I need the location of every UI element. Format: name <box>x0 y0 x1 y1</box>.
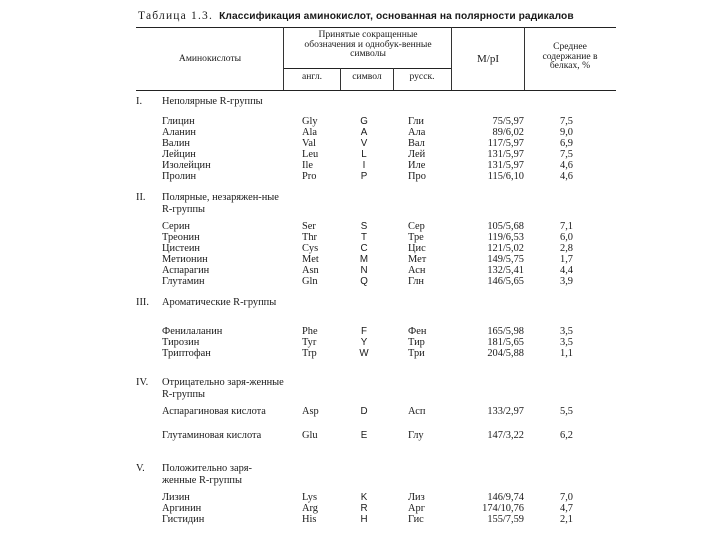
abbr-rus: Гис <box>408 514 424 525</box>
protein-content: 6,0 <box>560 232 573 243</box>
protein-content: 7,5 <box>560 149 573 160</box>
group-numeral: V. <box>136 463 145 474</box>
mpi-value: 147/3,22 <box>487 430 524 441</box>
group-title: Неполярные R-группы <box>162 96 263 107</box>
abbr-engl: Leu <box>302 149 319 160</box>
abbr-engl: Pro <box>302 171 317 182</box>
table-row <box>136 514 616 526</box>
abbr-engl: Thr <box>302 232 318 243</box>
amino-acid-name: Цистеин <box>162 243 200 254</box>
one-letter-symbol: Q <box>360 276 368 287</box>
one-letter-symbol: V <box>360 138 368 149</box>
abbr-rus: Фен <box>408 326 427 337</box>
amino-acid-name: Лизин <box>162 492 190 503</box>
one-letter-symbol: N <box>360 265 368 276</box>
amino-acid-name: Аргинин <box>162 503 202 514</box>
one-letter-symbol: G <box>360 116 368 127</box>
mpi-value: 115/6,10 <box>487 171 524 182</box>
amino-acid-name: Триптофан <box>162 348 211 359</box>
mpi-value: 117/5,97 <box>487 138 524 149</box>
header-accepted-symbols: Принятые сокращенные обозначения и однобук-венные символы <box>304 29 432 59</box>
abbr-rus: Глн <box>408 276 424 287</box>
abbr-rus: Про <box>408 171 426 182</box>
protein-content: 4,7 <box>560 503 573 514</box>
mpi-value: 181/5,65 <box>487 337 524 348</box>
mpi-value: 105/5,68 <box>487 221 524 232</box>
one-letter-symbol: H <box>360 514 368 525</box>
one-letter-symbol: A <box>360 127 368 138</box>
protein-content: 2,8 <box>560 243 573 254</box>
abbr-rus: Лей <box>408 149 426 160</box>
protein-content: 4,6 <box>560 160 573 171</box>
one-letter-symbol: S <box>360 221 368 232</box>
abbr-rus: Мет <box>408 254 427 265</box>
header-rule <box>136 90 616 91</box>
abbr-engl: Ile <box>302 160 313 171</box>
amino-acid-name: Глицин <box>162 116 195 127</box>
abbr-engl: Trp <box>302 348 317 359</box>
one-letter-symbol: E <box>360 430 368 441</box>
abbr-engl: Met <box>302 254 319 265</box>
abbr-rus: Три <box>408 348 425 359</box>
abbr-rus: Сер <box>408 221 425 232</box>
abbr-engl: Gly <box>302 116 318 127</box>
one-letter-symbol: L <box>361 149 367 160</box>
group-numeral: II. <box>136 192 146 203</box>
abbr-rus: Асп <box>408 406 426 417</box>
group-title: Ароматические R-группы <box>162 297 277 308</box>
abbr-rus: Асн <box>408 265 426 276</box>
mpi-value: 89/6,02 <box>492 127 524 138</box>
abbr-engl: Gln <box>302 276 318 287</box>
group-numeral: I. <box>136 96 143 107</box>
abbr-rus: Вал <box>408 138 425 149</box>
one-letter-symbol: M <box>359 254 369 265</box>
protein-content: 4,4 <box>560 265 573 276</box>
abbr-engl: Tyr <box>302 337 317 348</box>
table-title <box>138 10 608 22</box>
amino-acid-name: Глутамин <box>162 276 205 287</box>
table-row <box>136 348 616 360</box>
abbr-engl: Glu <box>302 430 318 441</box>
abbr-rus: Тре <box>408 232 424 243</box>
protein-content: 1,7 <box>560 254 573 265</box>
group-numeral: III. <box>136 297 149 308</box>
protein-content: 3,5 <box>560 326 573 337</box>
amino-acid-name: Глутаминовая кислота <box>162 430 262 441</box>
header-content: Среднее содержание в белках, % <box>542 41 598 71</box>
abbr-rus: Лиз <box>408 492 425 503</box>
protein-content: 7,0 <box>560 492 573 503</box>
abbr-engl: Phe <box>302 326 318 337</box>
abbr-engl: Lys <box>302 492 318 503</box>
amino-acid-name: Валин <box>162 138 190 149</box>
table-row <box>136 430 616 454</box>
protein-content: 3,9 <box>560 276 573 287</box>
protein-content: 4,6 <box>560 171 573 182</box>
abbr-rus: Тир <box>408 337 425 348</box>
protein-content: 3,5 <box>560 337 573 348</box>
header-mpi: M/pI <box>477 53 499 65</box>
header-symbol: символ <box>352 71 382 82</box>
amino-acid-name: Лейцин <box>162 149 196 160</box>
protein-content: 2,1 <box>560 514 573 525</box>
mpi-value: 119/6,53 <box>487 232 524 243</box>
protein-content: 5,5 <box>560 406 573 417</box>
mpi-value: 133/2,97 <box>487 406 524 417</box>
abbr-rus: Арг <box>408 503 425 514</box>
amino-acid-name: Треонин <box>162 232 200 243</box>
group-title: Полярные, незаряжен-ные R-группы <box>162 192 279 215</box>
mpi-value: 132/5,41 <box>487 265 524 276</box>
amino-acid-name: Гистидин <box>162 514 205 525</box>
one-letter-symbol: C <box>360 243 368 254</box>
top-rule <box>136 27 616 28</box>
amino-acid-name: Аспарагиновая кислота <box>162 406 266 417</box>
amino-acid-name: Изолейцин <box>162 160 211 171</box>
abbr-engl: Val <box>302 138 316 149</box>
group-title: Отрицательно заря-женные R-группы <box>162 377 284 400</box>
one-letter-symbol: R <box>360 503 368 514</box>
amino-acid-name: Пролин <box>162 171 197 182</box>
group-numeral: IV. <box>136 377 149 388</box>
one-letter-symbol: F <box>361 326 367 337</box>
mpi-value: 121/5,02 <box>487 243 524 254</box>
table-row <box>136 406 616 430</box>
table-row <box>136 276 616 288</box>
one-letter-symbol: T <box>361 232 367 243</box>
amino-acid-name: Аспарагин <box>162 265 210 276</box>
amino-acid-name: Фенилаланин <box>162 326 223 337</box>
table-row <box>136 171 616 183</box>
abbr-engl: Cys <box>302 243 319 254</box>
one-letter-symbol: W <box>359 348 369 359</box>
protein-content: 1,1 <box>560 348 573 359</box>
abbr-engl: His <box>302 514 317 525</box>
abbr-engl: Asn <box>302 265 319 276</box>
table-number: Таблица 1.3. <box>138 10 214 22</box>
abbr-rus: Иле <box>408 160 426 171</box>
mpi-value: 146/9,74 <box>487 492 524 503</box>
mpi-value: 131/5,97 <box>487 149 524 160</box>
mpi-value: 204/5,88 <box>487 348 524 359</box>
mpi-value: 149/5,75 <box>487 254 524 265</box>
header-amino-acids: Аминокислоты <box>178 53 242 64</box>
protein-content: 9,0 <box>560 127 573 138</box>
protein-content: 6,2 <box>560 430 573 441</box>
table-caption: Классификация аминокислот, основанная на полярности радикалов <box>219 11 574 22</box>
one-letter-symbol: D <box>360 406 368 417</box>
amino-acid-name: Тирозин <box>162 337 200 348</box>
one-letter-symbol: P <box>360 171 368 182</box>
one-letter-symbol: I <box>362 160 366 171</box>
abbr-rus: Глу <box>408 430 424 441</box>
amino-acid-name: Серин <box>162 221 190 232</box>
header-engl: англ. <box>301 71 323 82</box>
abbr-engl: Ser <box>302 221 316 232</box>
group-title: Положительно заря-женные R-группы <box>162 463 253 486</box>
protein-content: 6,9 <box>560 138 573 149</box>
abbr-rus: Цис <box>408 243 426 254</box>
abbr-engl: Arg <box>302 503 318 514</box>
abbr-engl: Asp <box>302 406 319 417</box>
protein-content: 7,5 <box>560 116 573 127</box>
abbr-engl: Ala <box>302 127 318 138</box>
mpi-value: 131/5,97 <box>487 160 524 171</box>
mpi-value: 155/7,59 <box>487 514 524 525</box>
amino-acid-name: Метионин <box>162 254 208 265</box>
amino-acid-name: Аланин <box>162 127 196 138</box>
mpi-value: 174/10,76 <box>482 503 524 514</box>
subheader-rule <box>283 68 451 69</box>
protein-content: 7,1 <box>560 221 573 232</box>
abbr-rus: Ала <box>408 127 426 138</box>
header-rus: русск. <box>409 71 435 82</box>
mpi-value: 165/5,98 <box>487 326 524 337</box>
mpi-value: 146/5,65 <box>487 276 524 287</box>
mpi-value: 75/5,97 <box>492 116 524 127</box>
abbr-rus: Гли <box>408 116 424 127</box>
one-letter-symbol: Y <box>360 337 368 348</box>
one-letter-symbol: K <box>360 492 368 503</box>
header-divider <box>524 27 525 90</box>
